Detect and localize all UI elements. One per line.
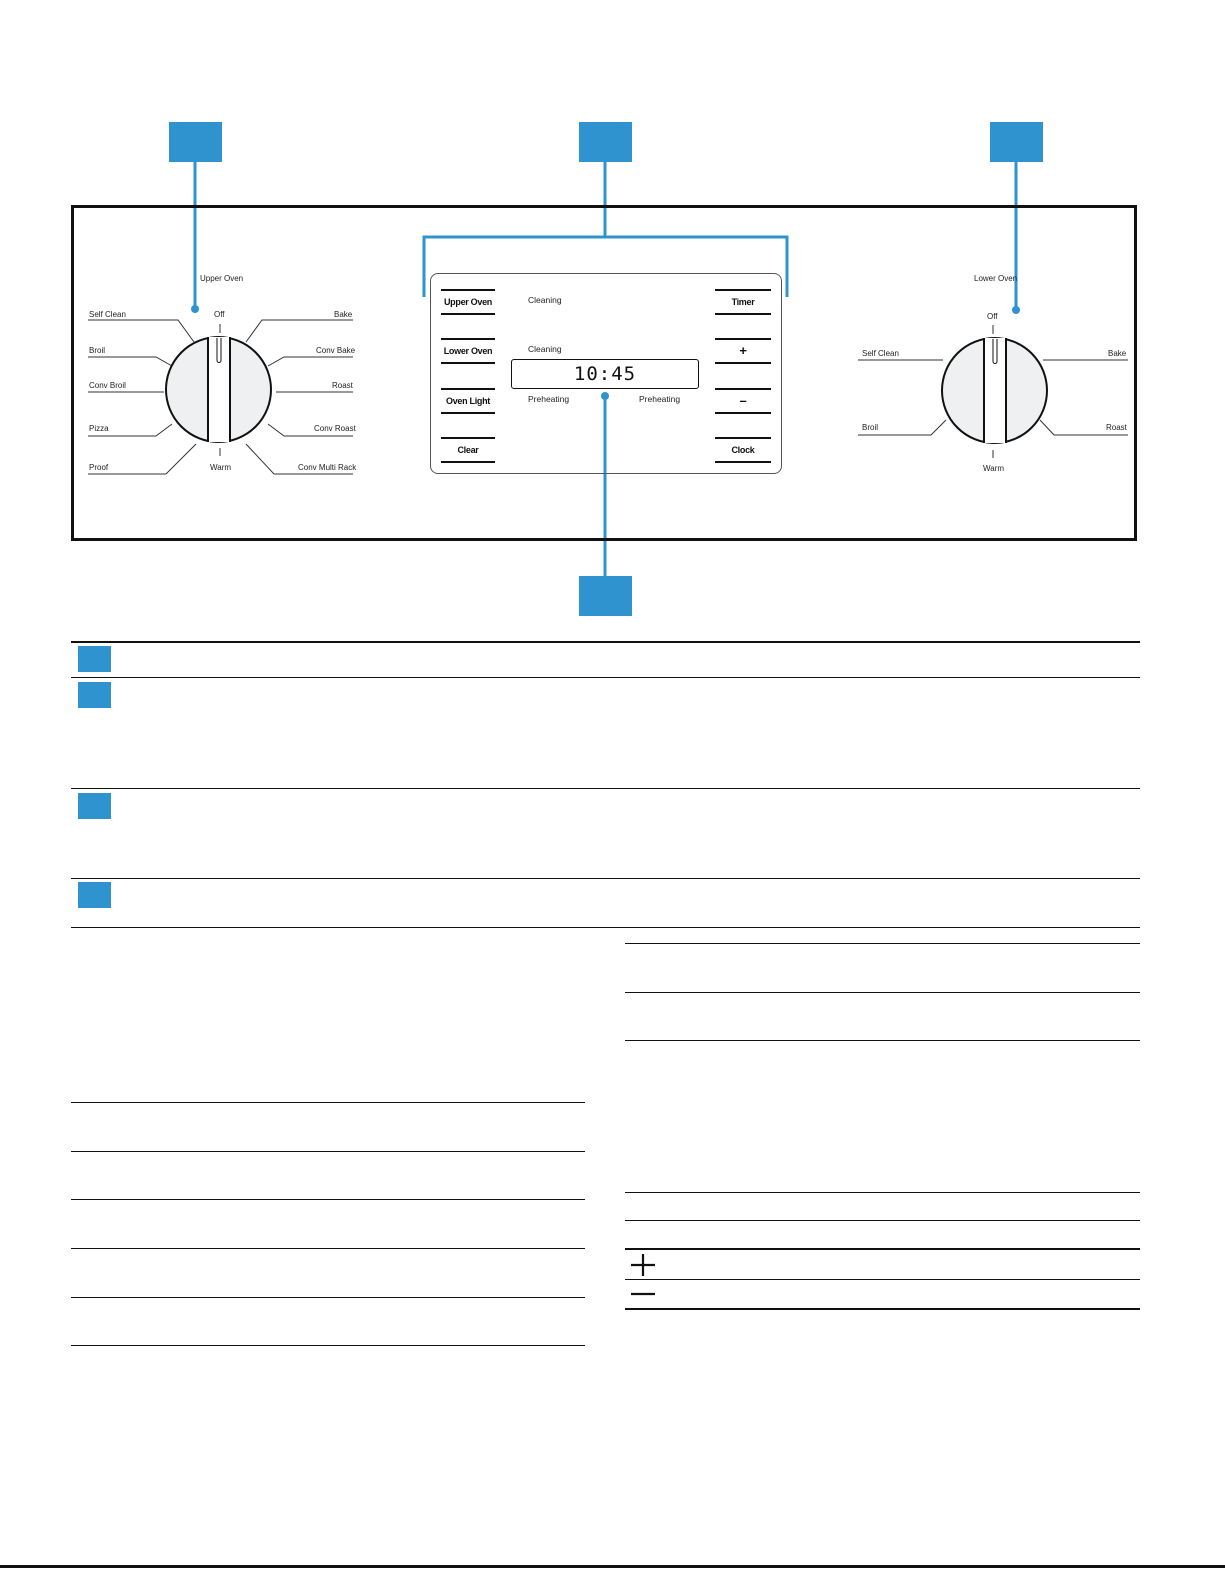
right-table-rule (625, 1220, 1140, 1221)
lower-knob-off: Off (987, 312, 998, 321)
page-bottom-rule (0, 1565, 1225, 1568)
plus-button[interactable]: + (715, 338, 771, 364)
left-table-rule (71, 1199, 585, 1200)
left-table-rule (71, 1297, 585, 1298)
right-table-rule (625, 943, 1140, 944)
key-marker-1 (78, 646, 111, 672)
key-marker-3 (78, 793, 111, 819)
key-marker-2 (78, 682, 111, 708)
clock-button[interactable]: Clock (715, 437, 771, 463)
upper-knob-conv-broil: Conv Broil (89, 381, 126, 390)
left-table-rule (71, 1248, 585, 1249)
knob-pointer (992, 339, 997, 364)
right-table-rule (625, 1040, 1140, 1041)
lower-knob-warm: Warm (983, 464, 1005, 473)
minus-button[interactable]: – (715, 388, 771, 414)
lower-oven-knob[interactable] (941, 337, 1048, 444)
upper-knob-off: Off (214, 310, 225, 319)
timer-button[interactable]: Timer (715, 289, 771, 315)
lower-knob-roast: Roast (1106, 423, 1127, 432)
upper-knob-conv-multi-rack: Conv Multi Rack (298, 463, 357, 472)
table-rule (71, 927, 1140, 928)
table-rule (71, 788, 1140, 789)
right-table-rule (625, 1248, 1140, 1250)
upper-oven-title: Upper Oven (200, 274, 244, 283)
lower-knob-self-clean: Self Clean (862, 349, 899, 358)
table-rule (71, 677, 1140, 678)
upper-knob-pizza: Pizza (89, 424, 109, 433)
upper-knob-roast: Roast (332, 381, 353, 390)
table-rule (71, 878, 1140, 879)
upper-knob-warm: Warm (210, 463, 232, 472)
upper-knob-proof: Proof (89, 463, 109, 472)
minus-icon (630, 1284, 656, 1304)
knob-pointer (216, 338, 221, 363)
upper-oven-knob[interactable] (165, 336, 272, 443)
right-table-rule (625, 1308, 1140, 1310)
time-display: 10:45 (511, 359, 699, 389)
right-table-rule (625, 1279, 1140, 1280)
clear-button[interactable]: Clear (441, 437, 495, 463)
lower-knob-broil: Broil (862, 423, 879, 432)
upper-knob-bake: Bake (334, 310, 353, 319)
lower-oven-title: Lower Oven (974, 274, 1018, 283)
lower-cleaning-indicator: Cleaning (528, 344, 562, 354)
upper-oven-button[interactable]: Upper Oven (441, 289, 495, 315)
key-marker-4 (78, 882, 111, 908)
upper-knob-broil: Broil (89, 346, 106, 355)
left-table-rule (71, 1151, 585, 1152)
lower-preheating-indicator: Preheating (639, 394, 681, 404)
upper-knob-conv-roast: Conv Roast (314, 424, 356, 433)
right-table-rule (625, 992, 1140, 993)
upper-preheating-indicator: Preheating (528, 394, 570, 404)
table-rule (71, 641, 1140, 643)
upper-knob-conv-bake: Conv Bake (316, 346, 356, 355)
lower-oven-button[interactable]: Lower Oven (441, 338, 495, 364)
right-table-rule (625, 1192, 1140, 1193)
oven-light-button[interactable]: Oven Light (441, 388, 495, 414)
left-table-rule (71, 1102, 585, 1103)
lower-knob-bake: Bake (1108, 349, 1127, 358)
plus-icon (630, 1253, 656, 1277)
upper-knob-self-clean: Self Clean (89, 310, 126, 319)
left-table-rule (71, 1345, 585, 1346)
upper-cleaning-indicator: Cleaning (528, 295, 562, 305)
